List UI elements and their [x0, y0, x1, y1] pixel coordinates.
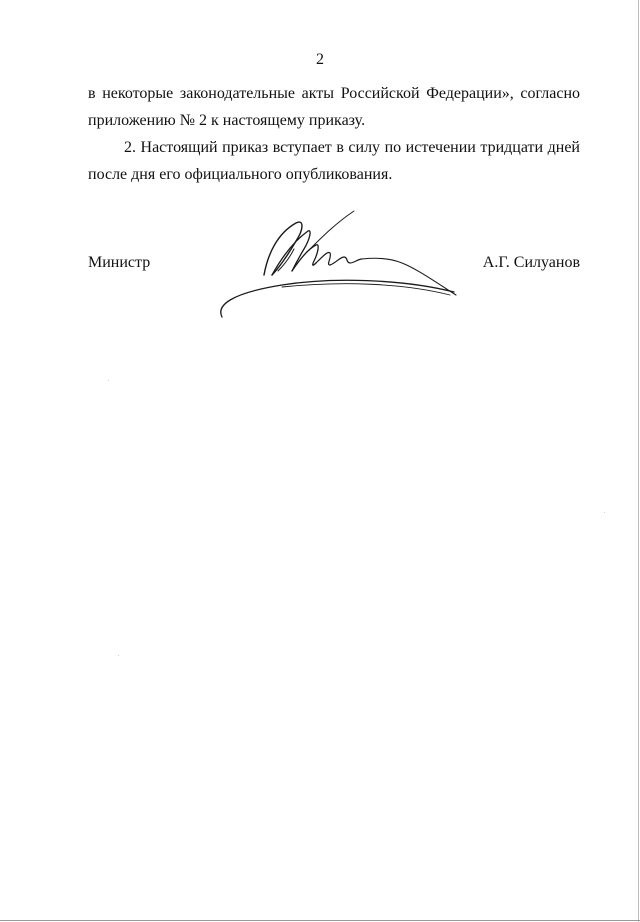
handwritten-signature: [212, 205, 462, 325]
paragraph-2-line-1: 2. Настоящий приказ вступает в силу по истечении тридцати дней: [124, 139, 580, 156]
paragraph-2-line-2: после дня его официального опубликования.: [88, 166, 393, 183]
signature-block: [88, 205, 580, 335]
page-number: 2: [316, 51, 324, 68]
paragraph-1-line-2: приложению № 2 к настоящему приказу.: [88, 112, 366, 129]
paragraph-2: [88, 134, 580, 188]
scan-speck: [108, 380, 109, 381]
signatory-title: Министр: [88, 254, 151, 271]
scan-edge-right: [638, 0, 639, 922]
signatory-name: А.Г. Силуанов: [482, 254, 580, 271]
paragraph-1-line-1: в некоторые законодательные акты Российской Федерации», согласно: [88, 85, 580, 102]
scan-speck: [118, 655, 119, 656]
paragraph-1: [88, 80, 580, 134]
scan-speck: [604, 512, 605, 513]
scan-edge-bottom: [0, 920, 640, 921]
